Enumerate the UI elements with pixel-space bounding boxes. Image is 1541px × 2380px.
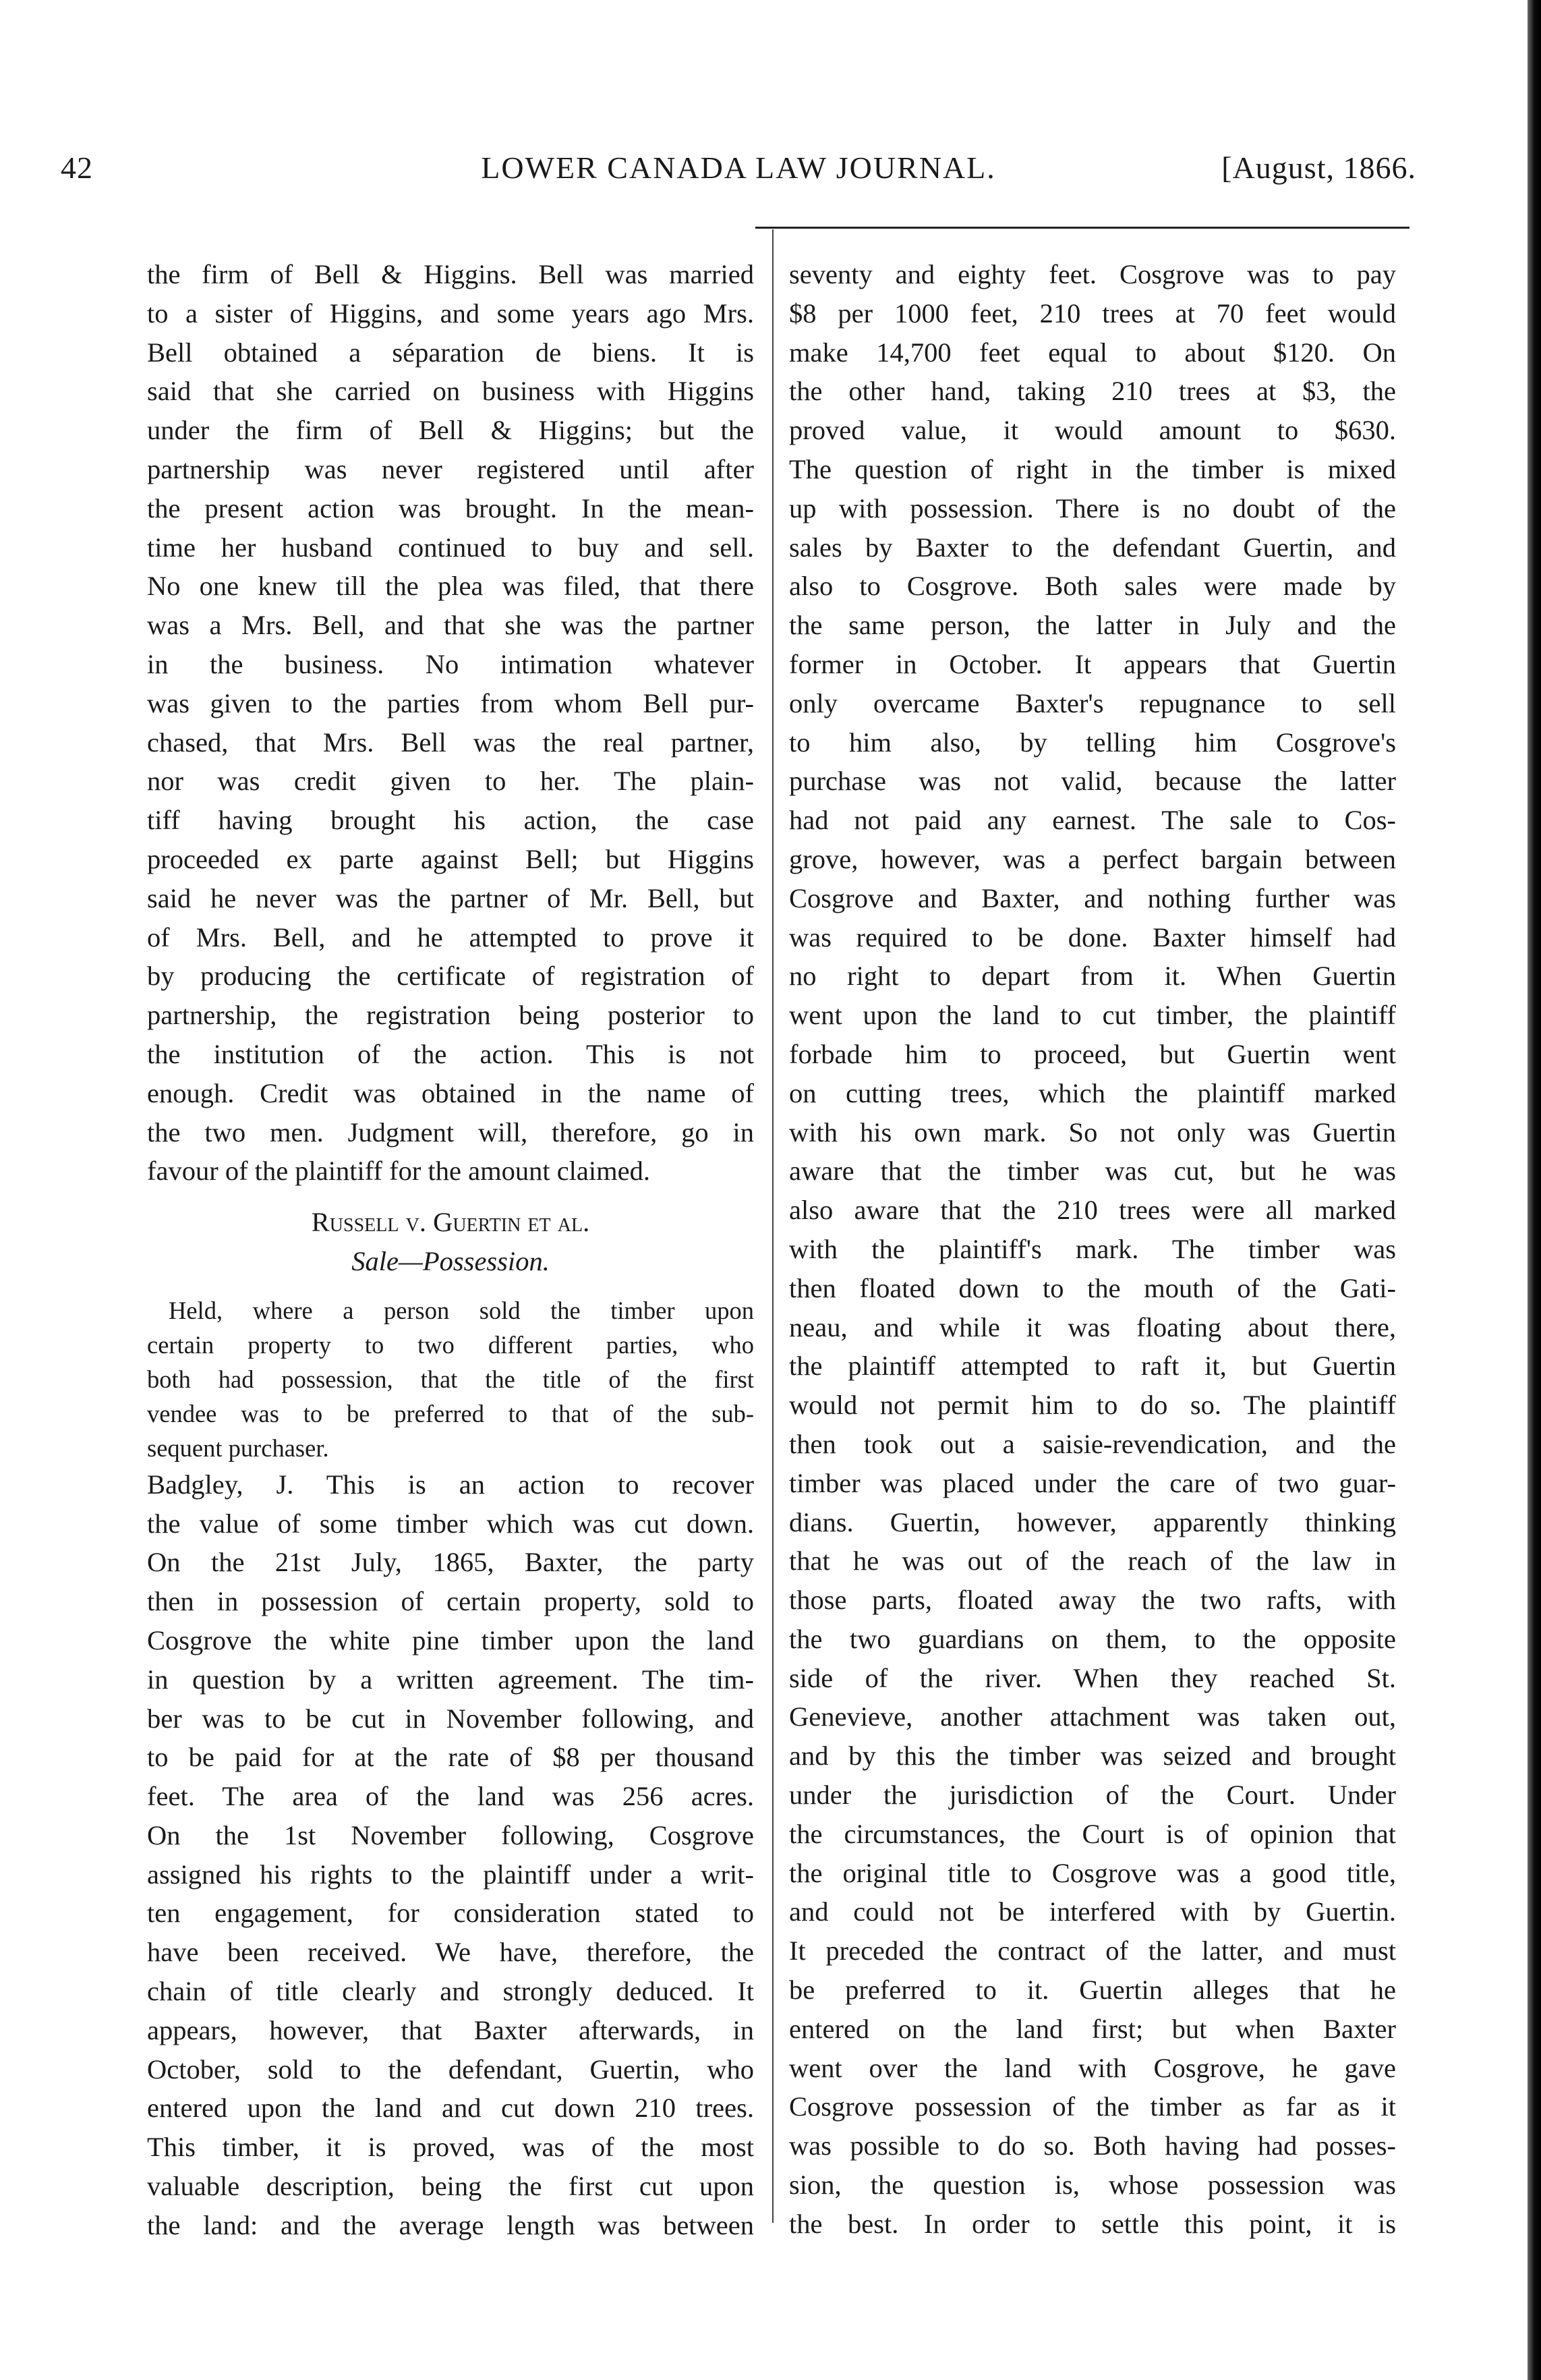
text-line: feet. The area of the land was 256 acres. — [147, 1781, 754, 1812]
intro-paragraph — [147, 255, 754, 1191]
text-line: valuable description, being the first cut upon — [147, 2171, 754, 2202]
text-line: time her husband continued to buy and sell. — [147, 532, 754, 563]
headnote — [147, 1293, 754, 1465]
text-line: was possible to do so. Both having had posses- — [789, 2130, 1396, 2161]
text-line: tiff having brought his action, the case — [147, 805, 754, 836]
text-line: seventy and eighty feet. Cosgrove was to pay — [789, 259, 1396, 289]
text-line: This timber, it is proved, was of the most — [147, 2132, 754, 2163]
text-line: have been received. We have, therefore, the — [147, 1937, 754, 1968]
left-column — [147, 255, 754, 2245]
text-line: October, sold to the defendant, Guertin, who — [147, 2053, 754, 2085]
headnote-line: vendee was to be preferred to that of the sub- — [147, 1399, 754, 1427]
text-line: entered upon the land and cut down 210 trees. — [147, 2093, 754, 2124]
text-line: in question by a written agreement. The tim- — [147, 1664, 754, 1695]
text-line: was given to the parties from whom Bell pur- — [147, 687, 754, 718]
text-line: forbade him to proceed, but Guertin went — [789, 1038, 1396, 1069]
issue-date: [August, 1866. — [1221, 150, 1416, 185]
text-line: would not permit him to do so. The plaintiff — [789, 1390, 1396, 1421]
text-line: assigned his rights to the plaintiff under a writ- — [147, 1859, 754, 1890]
text-line: under the jurisdiction of the Court. Under — [789, 1780, 1396, 1811]
text-line: Badgley, J. This is an action to recover — [147, 1469, 754, 1500]
text-line: The question of right in the timber is mixed — [789, 453, 1396, 484]
column-divider — [772, 229, 774, 2223]
text-line: went upon the land to cut timber, the plaintiff — [789, 1000, 1396, 1031]
text-line: It preceded the contract of the latter, and must — [789, 1935, 1396, 1966]
text-line: Genevieve, another attachment was taken out, — [789, 1701, 1396, 1732]
text-line: Cosgrove possession of the timber as far as it — [789, 2091, 1396, 2122]
text-line: proved value, it would amount to $630. — [789, 415, 1396, 446]
text-line: up with possession. There is no doubt of the — [789, 492, 1396, 523]
text-line: no right to depart from it. When Guertin — [789, 961, 1396, 992]
text-line: chain of title clearly and strongly deduced. It — [147, 1976, 754, 2007]
text-line: with his own mark. So not only was Guertin — [789, 1116, 1396, 1148]
text-line: chased, that Mrs. Bell was the real partner, — [147, 727, 754, 758]
text-line: only overcame Baxter's repugnance to sell — [789, 687, 1396, 718]
text-line: and could not be interfered with by Guertin. — [789, 1896, 1396, 1927]
text-line: was required to be done. Baxter himself had — [789, 922, 1396, 953]
text-line: sales by Baxter to the defendant Guertin, and — [789, 532, 1396, 563]
text-line: and by this the timber was seized and brought — [789, 1740, 1396, 1772]
text-line: then floated down to the mouth of the Gati- — [789, 1272, 1396, 1303]
page-number: 42 — [61, 150, 93, 185]
text-line: then in possession of certain property, sold to — [147, 1586, 754, 1617]
text-line: was a Mrs. Bell, and that she was the partner — [147, 610, 754, 641]
text-line: the original title to Cosgrove was a good title, — [789, 1857, 1396, 1888]
text-line: partnership was never registered until after — [147, 453, 754, 484]
text-line: the value of some timber which was cut down. — [147, 1508, 754, 1539]
text-line: sion, the question is, whose possession was — [789, 2170, 1396, 2201]
text-line: Cosgrove and Baxter, and nothing further was — [789, 882, 1396, 913]
text-line: the two guardians on them, to the opposite — [789, 1623, 1396, 1654]
text-line: nor was credit given to her. The plain- — [147, 766, 754, 797]
header-rule — [755, 227, 1409, 229]
text-line: also to Cosgrove. Both sales were made by — [789, 571, 1396, 602]
text-line: On the 1st November following, Cosgrove — [147, 1819, 754, 1850]
text-line: the other hand, taking 210 trees at $3, the — [789, 376, 1396, 407]
text-line: with the plaintiff's mark. The timber was — [789, 1233, 1396, 1264]
text-line: the plaintiff attempted to raft it, but Guertin — [789, 1351, 1396, 1382]
journal-title: LOWER CANADA LAW JOURNAL. — [481, 150, 996, 185]
headnote-line: Held, where a person sold the timber upon — [169, 1296, 754, 1324]
text-line: $8 per 1000 feet, 210 trees at 70 feet would — [789, 298, 1396, 329]
text-line: make 14,700 feet equal to about $120. On — [789, 337, 1396, 368]
text-line: ber was to be cut in November following, and — [147, 1703, 754, 1734]
text-line: On the 21st July, 1865, Baxter, the party — [147, 1547, 754, 1578]
text-line: went over the land with Cosgrove, he gave — [789, 2052, 1396, 2083]
running-header — [61, 150, 1416, 197]
text-line: to be paid for at the rate of $8 per thousand — [147, 1742, 754, 1773]
text-line: by producing the certificate of registration of — [147, 961, 754, 992]
text-line: entered on the land first; but when Baxter — [789, 2013, 1396, 2044]
text-line: enough. Credit was obtained in the name of — [147, 1077, 754, 1108]
text-line: be preferred to it. Guertin alleges that he — [789, 1975, 1396, 2006]
text-line: No one knew till the plea was filed, that there — [147, 571, 754, 602]
text-line: partnership, the registration being posterior to — [147, 1000, 754, 1031]
text-line: on cutting trees, which the plaintiff marked — [789, 1077, 1396, 1108]
text-line: under the firm of Bell & Higgins; but the — [147, 415, 754, 446]
opinion-paragraph — [147, 1465, 754, 2245]
text-line: grove, however, was a perfect bargain between — [789, 843, 1396, 874]
text-line: the firm of Bell & Higgins. Bell was married — [147, 259, 754, 289]
text-line: had not paid any earnest. The sale to Cos- — [789, 805, 1396, 836]
text-line: that he was out of the reach of the law in — [789, 1546, 1396, 1577]
text-line: Cosgrove the white pine timber upon the land — [147, 1624, 754, 1655]
text-line: in the business. No intimation whatever — [147, 648, 754, 679]
text-line: the best. In order to settle this point, it is — [789, 2208, 1396, 2239]
text-line: of Mrs. Bell, and he attempted to prove it — [147, 922, 754, 953]
right-column — [789, 255, 1396, 2244]
text-line: purchase was not valid, because the latter — [789, 766, 1396, 797]
text-line: the circumstances, the Court is of opinion that — [789, 1818, 1396, 1849]
text-line: proceeded ex parte against Bell; but Higgins — [147, 843, 754, 874]
text-line: timber was placed under the care of two guar- — [789, 1467, 1396, 1498]
headnote-line: certain property to two different parties, who — [147, 1330, 754, 1359]
text-line: dians. Guertin, however, apparently thinking — [789, 1506, 1396, 1537]
case-subtitle: Sale—Possession. — [351, 1245, 550, 1276]
headnote-line: sequent purchaser. — [147, 1434, 329, 1462]
binding-edge — [1528, 0, 1541, 2380]
text-line: side of the river. When they reached St. — [789, 1662, 1396, 1693]
text-line: the present action was brought. In the mean- — [147, 492, 754, 523]
text-line: ten engagement, for consideration stated to — [147, 1898, 754, 1929]
case-title: Russell v. Guertin et al. — [311, 1207, 590, 1238]
text-line: favour of the plaintiff for the amount claimed. — [147, 1156, 651, 1187]
text-line: also aware that the 210 trees were all marked — [789, 1195, 1396, 1226]
text-line: to a sister of Higgins, and some years ago Mrs. — [147, 298, 754, 329]
text-line: neau, and while it was floating about there, — [789, 1311, 1396, 1342]
text-line: those parts, floated away the two rafts, with — [789, 1585, 1396, 1616]
text-line: said that she carried on business with Higgins — [147, 376, 754, 407]
text-line: the institution of the action. This is not — [147, 1038, 754, 1069]
text-line: appears, however, that Baxter afterwards, in — [147, 2014, 754, 2045]
text-line: aware that the timber was cut, but he was — [789, 1156, 1396, 1187]
headnote-line: both had possession, that the title of the first — [147, 1365, 754, 1393]
text-line: former in October. It appears that Guertin — [789, 648, 1396, 679]
text-line: the land: and the average length was between — [147, 2209, 754, 2240]
text-line: then took out a saisie-revendication, and the — [789, 1428, 1396, 1459]
text-line: the same person, the latter in July and the — [789, 610, 1396, 641]
text-line: the two men. Judgment will, therefore, go in — [147, 1116, 754, 1148]
text-line: Bell obtained a séparation de biens. It is — [147, 337, 754, 368]
text-line: said he never was the partner of Mr. Bell, but — [147, 882, 754, 913]
text-line: to him also, by telling him Cosgrove's — [789, 727, 1396, 758]
